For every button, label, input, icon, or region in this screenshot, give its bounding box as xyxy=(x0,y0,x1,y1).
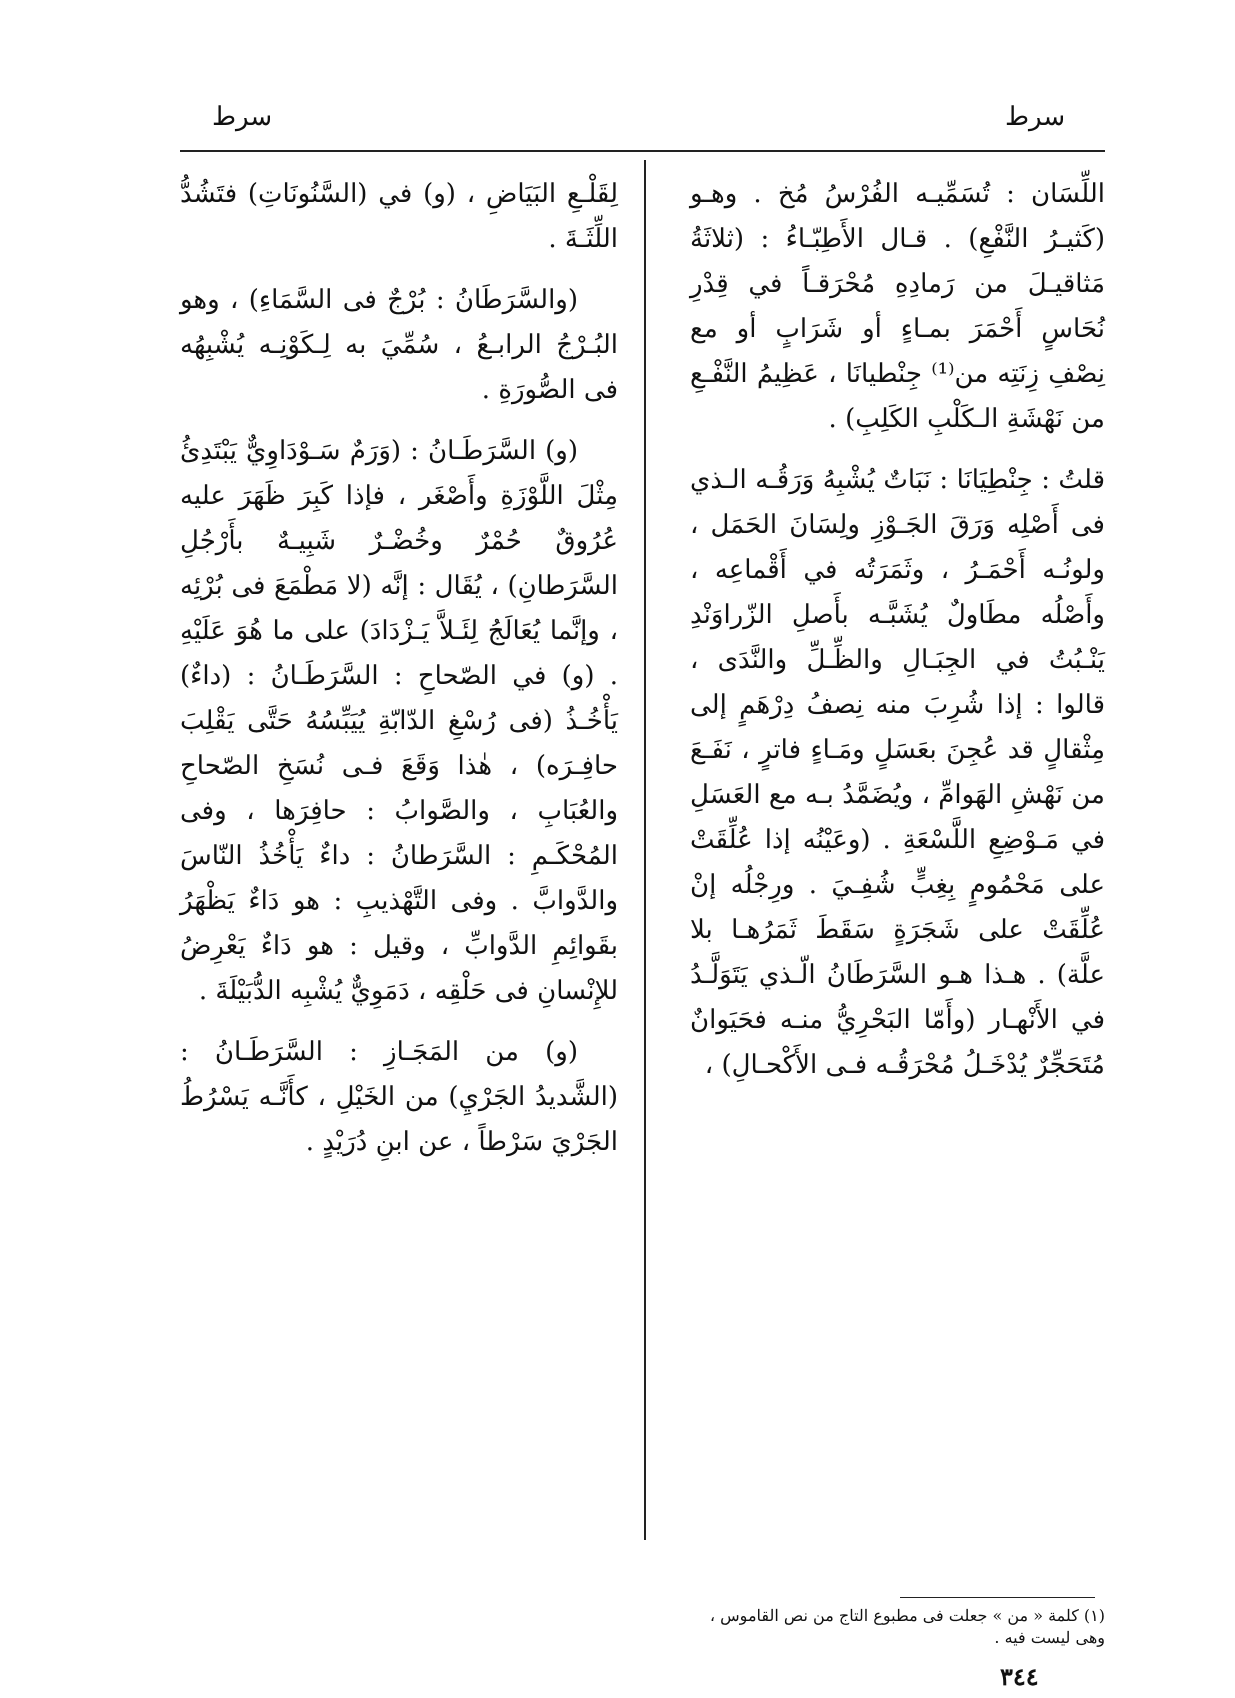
paragraph: لِقَلْـعِ البَيَاضِ ، (و) في (السَّنُونَاتِ) فتَشُدُّ اللِّثَـةَ . xyxy=(180,179,618,254)
column-divider xyxy=(644,160,646,1540)
page-number: ٣٤٤ xyxy=(1000,1662,1039,1691)
running-header-right: سرط xyxy=(1005,102,1066,132)
paragraph: (و) السَّرَطَـانُ : (وَرَمٌ سَـوْدَاوِيٌّ يَبْتَدِئُ مِثْلَ اللَّوْزَةِ وأَصْغَر ، فإذا كَبِرَ ظَهَرَ عليه عُرُوقٌ حُمْرٌ وخُضْـرٌ شَبِيـهٌ بأَرْجُلِ السَّرَطانِ) ، يُقَال : إنَّه (لا مَطْمَعَ فى بُرْئِه ، وإنَّما يُعَالَجُ لِئَـلاَّ يَـزْدَادَ) على ما هُوَ عَلَيْهِ . (و) في الصّحاحِ : السَّرَطَـانُ : (داءٌ) يَأْخُـذُ (فى رُسْغِ الدّابّةِ يُيَبِّسُهُ حَتَّى يَقْلِبَ حافِـرَه) ، هٰذا وَقَعَ فـى نُسَخِ الصّحاحِ والعُبَابِ ، والصَّوابُ : حافِرَها ، وفى المُحْكَـمِ : السَّرَطانُ : داءٌ يَأْخُذُ النّاسَ والدَّوابَّ . وفى التَّهْذيبِ : هو دَاءٌ يَظْهَرُ بقَوائِمِ الدَّوابِّ ، وقيل : هو دَاءٌ يَعْرِضُ للإِنْسانِ فى حَلْقِه ، دَمَوِيٌّ يُشْبِه الدُّبَيْلَةَ . xyxy=(180,436,618,1006)
footnote-rule xyxy=(900,1597,1095,1598)
paragraph: قلتُ : جِنْطِيَانَا : نَبَاتٌ يُشْبِهُ وَرَقُـه الـذي فى أَصْلِه وَرَقَ الجَـوْزِ ولِسَانَ الحَمَل ، ولونُـه أَحْمَـرُ ، وثَمَرَتُه في أَقْماعِه ، وأَصْلُه مطَاولٌ يُشَبَّـه بأَصلِ الزّراوَنْدِ يَنْـبُتُ في الجِبَـالِ والظِّـلِّ والنَّدَى ، قالوا : إذا شُرِبَ منه نِصفُ دِرْهَمٍ إلى مِثْقالٍ قد عُجِنَ بعَسَلٍ ومَـاءٍ فاترٍ ، نَفَـعَ من نَهْشِ الهَوامِّ ، ويُضَمَّدُ بـه مع العَسَلِ في مَـوْضِعِ اللَّسْعَةِ . (وعَيْنُه إذا عُلِّقَتْ على مَحْمُومٍ بِغِبٍّ شُفِـيَ . ورِجْلُه إنْ عُلِّقَتْ على شَجَرَةٍ سَقَطَ ثَمَرُهـا بلا علَّة) . هـذا هـو السَّرَطَانُ الّـذي يَتَوَلَّـدُ في الأَنْهـار (وأَمّا البَحْرِيُّ منـه فحَيَوانٌ مُتَحَجِّرٌ يُدْخَـلُ مُحْرَقُـه فـى الأَكْحـالِ) ، xyxy=(690,465,1105,1080)
footnote: (١) كلمة « من » جعلت فى مطبوع التاج من نص القاموس ، وهى ليست فيه . xyxy=(709,1606,1105,1647)
header-rule xyxy=(180,150,1105,152)
paragraph: (و) من المَجَـازِ : السَّرَطَـانُ : (الشَّديدُ الجَرْيِ) من الخَيْلِ ، كأَنَّـه يَسْرُطُ الجَرْيَ سَرْطاً ، عن ابنِ دُرَيْدٍ . xyxy=(180,1037,618,1157)
right-column xyxy=(690,172,1105,1104)
left-column xyxy=(180,172,618,1181)
paragraph: اللِّسَان : تُسَمِّيـه الفُرْسُ مُخ . وهـو (كَثيـرُ النَّفْعِ) . قـال الأَطِبّـاءُ : (ثلاثَةُ مَثاقيـلَ من رَمادِهِ مُحْرَقـاً في قِدْرِ نُحَاسٍ أَحْمَرَ بمـاءٍ أو شَرَابٍ أو مع نِصْفِ زِنَتِه من⁽¹⁾ جِنْطيانَا ، عَظِيمُ النَّفْـعِ من نَهْشَةِ الـكَلْبِ الكَلِبِ) . xyxy=(690,179,1105,434)
paragraph: (والسَّرَطَانُ : بُرْجٌ فى السَّمَاءِ) ، وهو البُـرْجُ الرابـعُ ، سُمِّيَ به لِـكَوْنِـه يُشْبِهُه فى الصُّورَةِ . xyxy=(180,285,618,405)
running-header-left: سرط xyxy=(212,102,273,132)
